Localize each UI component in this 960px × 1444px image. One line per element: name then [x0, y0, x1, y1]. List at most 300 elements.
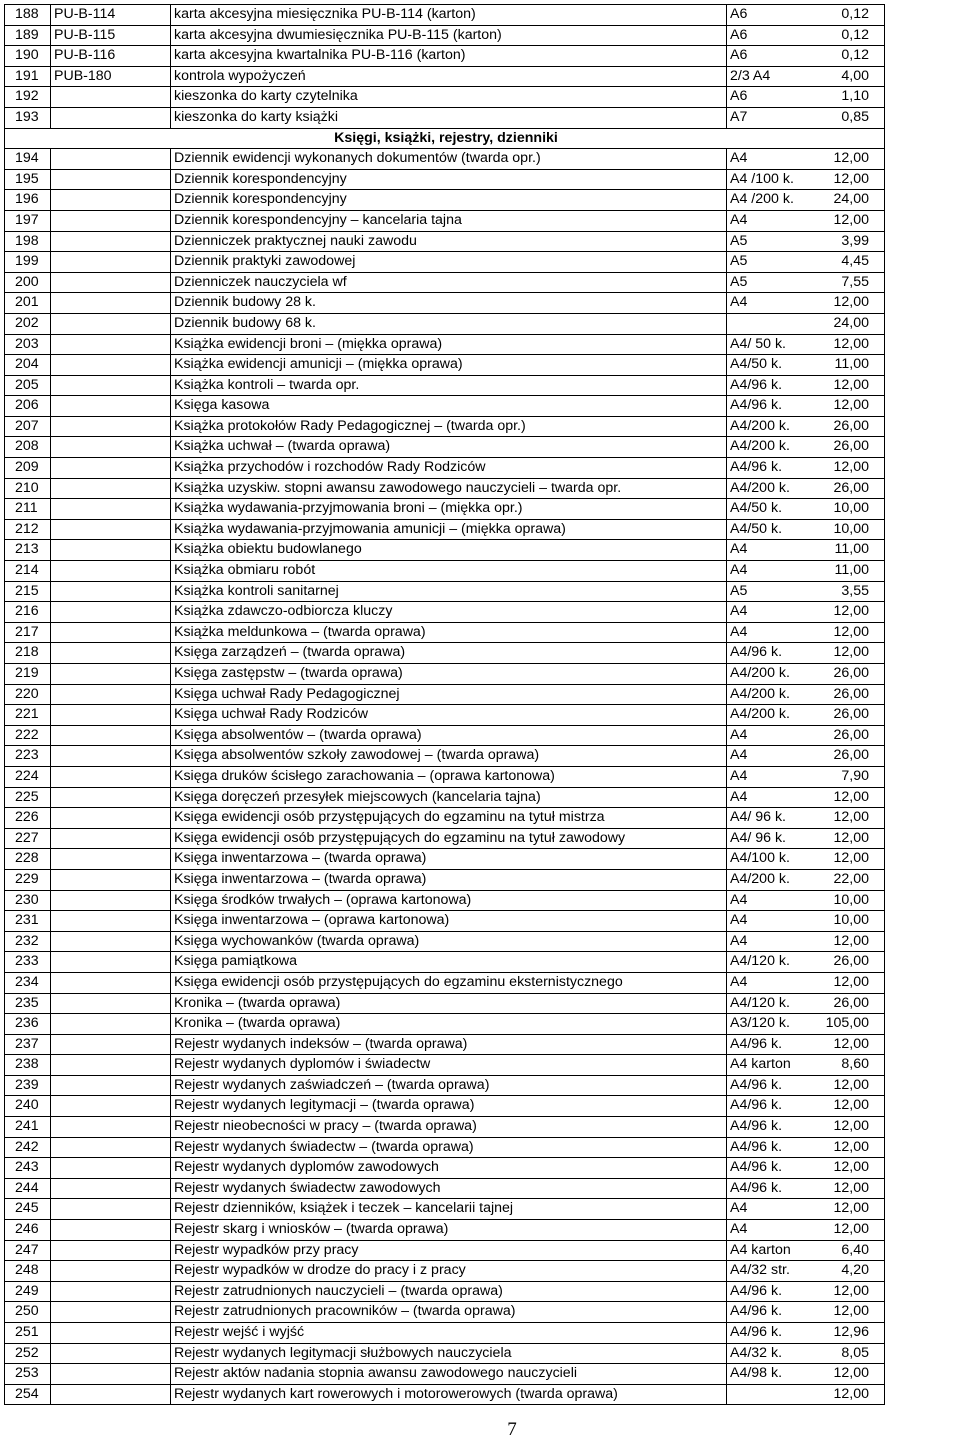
- table-row: [5, 5, 885, 26]
- product-code: [51, 1364, 171, 1385]
- product-code: [51, 766, 171, 787]
- product-name: Książka kontroli sanitarnej: [171, 581, 727, 602]
- row-number: 236: [5, 1014, 51, 1035]
- product-format: A4/96 k.: [727, 1158, 805, 1179]
- product-name: Księga kasowa: [171, 396, 727, 417]
- table-row: [5, 972, 885, 993]
- row-number: 229: [5, 869, 51, 890]
- product-name: Księga środków trwałych – (oprawa kartonowa): [171, 890, 727, 911]
- product-format: A4/96 k.: [727, 396, 805, 417]
- row-number: 232: [5, 931, 51, 952]
- product-name: Książka wydawania-przyjmowania broni – (miękka opr.): [171, 499, 727, 520]
- product-code: [51, 107, 171, 128]
- product-name: Księga inwentarzowa – (twarda oprawa): [171, 849, 727, 870]
- product-format: A6: [727, 46, 805, 67]
- product-name: Książka zdawczo-odbiorcza kluczy: [171, 602, 727, 623]
- product-code: [51, 210, 171, 231]
- row-number: 208: [5, 437, 51, 458]
- product-code: [51, 1240, 171, 1261]
- product-price: 8,60: [805, 1055, 885, 1076]
- row-number: 213: [5, 540, 51, 561]
- product-name: Książka protokołów Rady Pedagogicznej – (twarda opr.): [171, 416, 727, 437]
- product-code: [51, 1055, 171, 1076]
- row-number: 239: [5, 1075, 51, 1096]
- product-name: Księga zarządzeń – (twarda oprawa): [171, 643, 727, 664]
- product-price: 4,20: [805, 1261, 885, 1282]
- product-code: [51, 808, 171, 829]
- product-format: A4/200 k.: [727, 869, 805, 890]
- row-number: 200: [5, 272, 51, 293]
- product-name: Księga uchwał Rady Pedagogicznej: [171, 684, 727, 705]
- product-format: A4/32 k.: [727, 1343, 805, 1364]
- product-format: [727, 313, 805, 334]
- table-row: [5, 1343, 885, 1364]
- product-price: 12,00: [805, 1178, 885, 1199]
- row-number: 202: [5, 313, 51, 334]
- product-name: karta akcesyjna miesięcznika PU-B-114 (karton): [171, 5, 727, 26]
- product-code: [51, 1323, 171, 1344]
- table-row: [5, 149, 885, 170]
- product-code: [51, 1014, 171, 1035]
- product-format: A4 /200 k.: [727, 190, 805, 211]
- product-price: 12,00: [805, 1384, 885, 1405]
- table-row: [5, 252, 885, 273]
- row-number: 245: [5, 1199, 51, 1220]
- product-format: A4 karton: [727, 1055, 805, 1076]
- product-price: 12,00: [805, 293, 885, 314]
- product-price: 12,00: [805, 602, 885, 623]
- product-code: [51, 643, 171, 664]
- product-code: [51, 972, 171, 993]
- table-row: [5, 911, 885, 932]
- product-format: A4/96 k.: [727, 1178, 805, 1199]
- product-name: Kronika – (twarda oprawa): [171, 993, 727, 1014]
- product-price: 12,00: [805, 1364, 885, 1385]
- product-name: Księga absolwentów szkoły zawodowej – (twarda oprawa): [171, 746, 727, 767]
- product-price: 26,00: [805, 684, 885, 705]
- product-format: A5: [727, 252, 805, 273]
- row-number: 237: [5, 1034, 51, 1055]
- table-row: [5, 1220, 885, 1241]
- row-number: 196: [5, 190, 51, 211]
- table-row: [5, 355, 885, 376]
- row-number: 228: [5, 849, 51, 870]
- price-list-body: [5, 5, 885, 1405]
- product-format: A4: [727, 931, 805, 952]
- product-code: [51, 869, 171, 890]
- product-code: [51, 746, 171, 767]
- product-price: 12,96: [805, 1323, 885, 1344]
- table-row: [5, 1075, 885, 1096]
- product-format: A4/96 k.: [727, 1302, 805, 1323]
- table-row: [5, 766, 885, 787]
- table-row: [5, 416, 885, 437]
- product-price: 0,12: [805, 25, 885, 46]
- product-name: Rejestr zatrudnionych nauczycieli – (twarda oprawa): [171, 1281, 727, 1302]
- table-row: [5, 375, 885, 396]
- table-row: [5, 993, 885, 1014]
- product-format: A4/200 k.: [727, 437, 805, 458]
- table-row: [5, 437, 885, 458]
- product-price: 12,00: [805, 1075, 885, 1096]
- product-name: Książka kontroli – twarda opr.: [171, 375, 727, 396]
- product-name: Księga uchwał Rady Rodziców: [171, 705, 727, 726]
- table-row: [5, 1178, 885, 1199]
- row-number: 214: [5, 561, 51, 582]
- row-number: 221: [5, 705, 51, 726]
- product-name: Dzienniczek praktycznej nauki zawodu: [171, 231, 727, 252]
- product-code: [51, 1384, 171, 1405]
- product-code: [51, 1178, 171, 1199]
- product-price: 12,00: [805, 1096, 885, 1117]
- product-code: [51, 1281, 171, 1302]
- product-price: 12,00: [805, 210, 885, 231]
- product-name: Rejestr wydanych dyplomów i świadectw: [171, 1055, 727, 1076]
- row-number: 201: [5, 293, 51, 314]
- table-row: [5, 1096, 885, 1117]
- product-price: 12,00: [805, 1034, 885, 1055]
- product-code: [51, 1302, 171, 1323]
- row-number: 197: [5, 210, 51, 231]
- product-format: A4/96 k.: [727, 1075, 805, 1096]
- product-format: A5: [727, 581, 805, 602]
- row-number: 209: [5, 458, 51, 479]
- product-code: [51, 416, 171, 437]
- product-code: [51, 252, 171, 273]
- row-number: 190: [5, 46, 51, 67]
- product-code: [51, 190, 171, 211]
- row-number: 210: [5, 478, 51, 499]
- product-code: [51, 911, 171, 932]
- product-name: Rejestr wydanych kart rowerowych i motorowerowych (twarda oprawa): [171, 1384, 727, 1405]
- product-name: Książka ewidencji broni – (miękka oprawa): [171, 334, 727, 355]
- product-price: 1,10: [805, 87, 885, 108]
- product-code: PU-B-114: [51, 5, 171, 26]
- row-number: 195: [5, 169, 51, 190]
- product-format: A4/200 k.: [727, 705, 805, 726]
- product-code: PU-B-116: [51, 46, 171, 67]
- product-name: Rejestr wydanych świadectw zawodowych: [171, 1178, 727, 1199]
- product-format: A4: [727, 972, 805, 993]
- table-row: [5, 890, 885, 911]
- table-row: [5, 746, 885, 767]
- table-row: [5, 684, 885, 705]
- product-price: 26,00: [805, 437, 885, 458]
- product-name: Książka ewidencji amunicji – (miękka oprawa): [171, 355, 727, 376]
- product-name: Dzienniczek nauczyciela wf: [171, 272, 727, 293]
- table-row: [5, 1199, 885, 1220]
- product-name: Księga ewidencji osób przystępujących do egzaminu na tytuł mistrza: [171, 808, 727, 829]
- product-code: [51, 1034, 171, 1055]
- table-row: [5, 1302, 885, 1323]
- row-number: 193: [5, 107, 51, 128]
- row-number: 199: [5, 252, 51, 273]
- product-name: Księga inwentarzowa – (oprawa kartonowa): [171, 911, 727, 932]
- product-name: Dziennik ewidencji wykonanych dokumentów (twarda opr.): [171, 149, 727, 170]
- row-number: 212: [5, 519, 51, 540]
- product-price: 12,00: [805, 1220, 885, 1241]
- product-price: 26,00: [805, 664, 885, 685]
- row-number: 222: [5, 725, 51, 746]
- product-name: kieszonka do karty czytelnika: [171, 87, 727, 108]
- table-row: [5, 478, 885, 499]
- product-code: [51, 705, 171, 726]
- product-code: [51, 1158, 171, 1179]
- product-name: kontrola wypożyczeń: [171, 66, 727, 87]
- section-title: Księgi, książki, rejestry, dzienniki: [5, 128, 885, 149]
- product-format: A4/200 k.: [727, 478, 805, 499]
- product-name: Dziennik budowy 28 k.: [171, 293, 727, 314]
- table-row: [5, 705, 885, 726]
- product-price: 12,00: [805, 643, 885, 664]
- table-row: [5, 849, 885, 870]
- product-code: [51, 313, 171, 334]
- product-format: A4/50 k.: [727, 519, 805, 540]
- product-format: A4/100 k.: [727, 849, 805, 870]
- product-format: A4: [727, 540, 805, 561]
- product-code: [51, 334, 171, 355]
- section-header-row: [5, 128, 885, 149]
- product-price: 12,00: [805, 849, 885, 870]
- product-code: [51, 561, 171, 582]
- product-format: A4/50 k.: [727, 499, 805, 520]
- row-number: 203: [5, 334, 51, 355]
- product-name: Rejestr skarg i wniosków – (twarda oprawa): [171, 1220, 727, 1241]
- row-number: 249: [5, 1281, 51, 1302]
- product-format: A4/200 k.: [727, 684, 805, 705]
- table-row: [5, 787, 885, 808]
- product-price: 4,45: [805, 252, 885, 273]
- product-format: A4/ 96 k.: [727, 808, 805, 829]
- product-price: 12,00: [805, 1137, 885, 1158]
- product-price: 11,00: [805, 540, 885, 561]
- product-format: A4/200 k.: [727, 664, 805, 685]
- row-number: 238: [5, 1055, 51, 1076]
- product-price: 24,00: [805, 313, 885, 334]
- product-name: Rejestr dzienników, książek i teczek – kancelarii tajnej: [171, 1199, 727, 1220]
- product-price: 7,55: [805, 272, 885, 293]
- table-row: [5, 313, 885, 334]
- product-price: 3,55: [805, 581, 885, 602]
- row-number: 219: [5, 664, 51, 685]
- product-format: A4: [727, 602, 805, 623]
- product-format: A4/96 k.: [727, 375, 805, 396]
- product-price: 3,99: [805, 231, 885, 252]
- product-code: [51, 519, 171, 540]
- product-price: 0,12: [805, 5, 885, 26]
- product-price: 105,00: [805, 1014, 885, 1035]
- product-name: kieszonka do karty książki: [171, 107, 727, 128]
- table-row: [5, 561, 885, 582]
- product-name: Rejestr wejść i wyjść: [171, 1323, 727, 1344]
- product-price: 0,85: [805, 107, 885, 128]
- product-name: Rejestr wydanych legitymacji – (twarda oprawa): [171, 1096, 727, 1117]
- product-price: 26,00: [805, 952, 885, 973]
- product-name: Książka przychodów i rozchodów Rady Rodziców: [171, 458, 727, 479]
- product-name: Rejestr wydanych zaświadczeń – (twarda oprawa): [171, 1075, 727, 1096]
- product-code: [51, 293, 171, 314]
- page-number: 7: [507, 1419, 517, 1440]
- table-row: [5, 1034, 885, 1055]
- product-code: [51, 725, 171, 746]
- product-price: 10,00: [805, 911, 885, 932]
- product-code: [51, 149, 171, 170]
- product-code: [51, 458, 171, 479]
- product-name: Księga inwentarzowa – (twarda oprawa): [171, 869, 727, 890]
- table-row: [5, 808, 885, 829]
- product-code: [51, 272, 171, 293]
- product-name: Dziennik praktyki zawodowej: [171, 252, 727, 273]
- table-row: [5, 952, 885, 973]
- row-number: 211: [5, 499, 51, 520]
- product-code: [51, 1343, 171, 1364]
- product-price: 26,00: [805, 725, 885, 746]
- table-row: [5, 66, 885, 87]
- product-format: A6: [727, 25, 805, 46]
- product-format: A4: [727, 293, 805, 314]
- row-number: 215: [5, 581, 51, 602]
- table-row: [5, 334, 885, 355]
- table-row: [5, 107, 885, 128]
- row-number: 247: [5, 1240, 51, 1261]
- product-format: A4/32 str.: [727, 1261, 805, 1282]
- product-price: 10,00: [805, 890, 885, 911]
- product-format: A4: [727, 890, 805, 911]
- table-row: [5, 1384, 885, 1405]
- product-price: 12,00: [805, 1158, 885, 1179]
- product-code: [51, 169, 171, 190]
- table-row: [5, 190, 885, 211]
- table-row: [5, 293, 885, 314]
- product-price: 4,00: [805, 66, 885, 87]
- row-number: 188: [5, 5, 51, 26]
- product-name: Rejestr wydanych legitymacji służbowych nauczyciela: [171, 1343, 727, 1364]
- product-code: [51, 581, 171, 602]
- product-format: A5: [727, 272, 805, 293]
- product-price: 12,00: [805, 169, 885, 190]
- table-row: [5, 25, 885, 46]
- product-code: [51, 499, 171, 520]
- product-name: Księga absolwentów – (twarda oprawa): [171, 725, 727, 746]
- product-format: A3/120 k.: [727, 1014, 805, 1035]
- product-code: [51, 87, 171, 108]
- product-name: Dziennik korespondencyjny: [171, 190, 727, 211]
- row-number: 224: [5, 766, 51, 787]
- table-row: [5, 46, 885, 67]
- table-row: [5, 231, 885, 252]
- product-format: A4: [727, 725, 805, 746]
- product-name: Rejestr wydanych indeksów – (twarda oprawa): [171, 1034, 727, 1055]
- table-row: [5, 169, 885, 190]
- product-price: 12,00: [805, 931, 885, 952]
- row-number: 227: [5, 828, 51, 849]
- table-row: [5, 540, 885, 561]
- product-code: [51, 1096, 171, 1117]
- product-price: 12,00: [805, 972, 885, 993]
- table-row: [5, 622, 885, 643]
- row-number: 250: [5, 1302, 51, 1323]
- product-code: [51, 952, 171, 973]
- product-name: Rejestr aktów nadania stopnia awansu zawodowego nauczycieli: [171, 1364, 727, 1385]
- product-name: Książka obmiaru robót: [171, 561, 727, 582]
- product-price: 10,00: [805, 519, 885, 540]
- product-code: [51, 1220, 171, 1241]
- row-number: 242: [5, 1137, 51, 1158]
- price-list-table: [4, 4, 885, 1405]
- table-row: [5, 1240, 885, 1261]
- product-price: 12,00: [805, 334, 885, 355]
- product-price: 12,00: [805, 808, 885, 829]
- product-price: 26,00: [805, 416, 885, 437]
- row-number: 230: [5, 890, 51, 911]
- product-format: A6: [727, 5, 805, 26]
- product-format: A4/96 k.: [727, 1117, 805, 1138]
- product-code: [51, 437, 171, 458]
- product-code: [51, 931, 171, 952]
- product-code: [51, 993, 171, 1014]
- row-number: 204: [5, 355, 51, 376]
- product-code: PU-B-115: [51, 25, 171, 46]
- product-format: A4/120 k.: [727, 952, 805, 973]
- row-number: 194: [5, 149, 51, 170]
- product-name: Książka obiektu budowlanego: [171, 540, 727, 561]
- product-name: Księga ewidencji osób przystępujących do egzaminu eksternistycznego: [171, 972, 727, 993]
- table-row: [5, 458, 885, 479]
- product-format: A4/200 k.: [727, 416, 805, 437]
- row-number: 225: [5, 787, 51, 808]
- product-code: [51, 1261, 171, 1282]
- product-name: Księga doręczeń przesyłek miejscowych (kancelaria tajna): [171, 787, 727, 808]
- product-price: 11,00: [805, 355, 885, 376]
- product-price: 12,00: [805, 1117, 885, 1138]
- product-name: Rejestr wypadków w drodze do pracy i z pracy: [171, 1261, 727, 1282]
- row-number: 220: [5, 684, 51, 705]
- product-price: 10,00: [805, 499, 885, 520]
- product-name: Księga pamiątkowa: [171, 952, 727, 973]
- product-price: 12,00: [805, 1302, 885, 1323]
- table-row: [5, 1117, 885, 1138]
- product-name: Dziennik korespondencyjny – kancelaria tajna: [171, 210, 727, 231]
- product-format: A4/96 k.: [727, 1323, 805, 1344]
- product-name: karta akcesyjna dwumiesięcznika PU-B-115 (karton): [171, 25, 727, 46]
- product-code: [51, 684, 171, 705]
- product-format: [727, 1384, 805, 1405]
- product-price: 12,00: [805, 149, 885, 170]
- table-row: [5, 87, 885, 108]
- product-name: Książka uchwał – (twarda oprawa): [171, 437, 727, 458]
- product-format: A4: [727, 1199, 805, 1220]
- row-number: 223: [5, 746, 51, 767]
- product-format: A4/96 k.: [727, 1137, 805, 1158]
- row-number: 192: [5, 87, 51, 108]
- product-name: Dziennik budowy 68 k.: [171, 313, 727, 334]
- table-row: [5, 499, 885, 520]
- product-price: 6,40: [805, 1240, 885, 1261]
- product-format: A4/ 96 k.: [727, 828, 805, 849]
- product-format: A4/96 k.: [727, 1096, 805, 1117]
- table-row: [5, 396, 885, 417]
- product-price: 12,00: [805, 458, 885, 479]
- row-number: 248: [5, 1261, 51, 1282]
- product-name: Księga wychowanków (twarda oprawa): [171, 931, 727, 952]
- row-number: 243: [5, 1158, 51, 1179]
- product-name: Rejestr wypadków przy pracy: [171, 1240, 727, 1261]
- product-code: [51, 664, 171, 685]
- product-format: A4/96 k.: [727, 1034, 805, 1055]
- product-price: 12,00: [805, 396, 885, 417]
- table-row: [5, 1014, 885, 1035]
- product-price: 26,00: [805, 746, 885, 767]
